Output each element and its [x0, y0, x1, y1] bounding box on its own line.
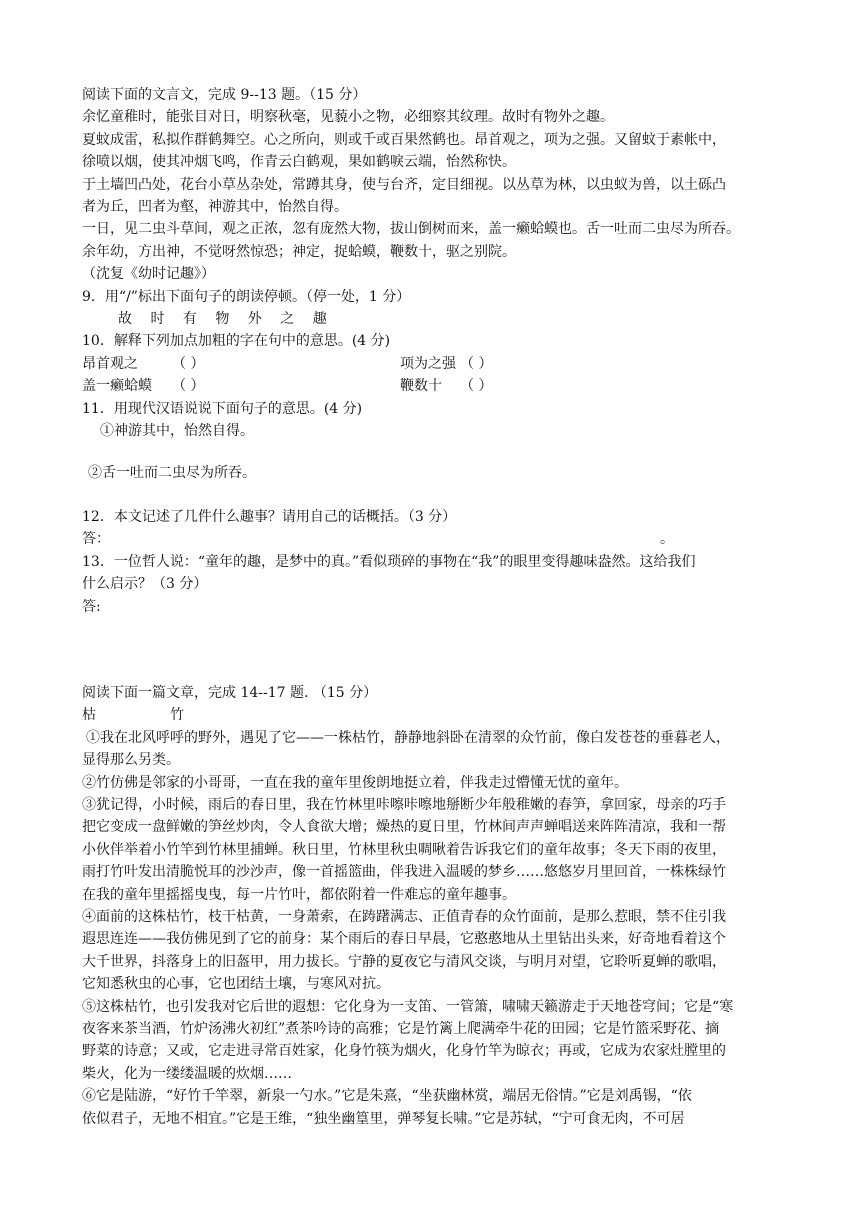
article-paragraph	[82, 794, 782, 906]
section1-passage	[82, 106, 782, 263]
paragraph-line: 夜客来茶当酒，竹炉汤沸火初红”煮茶吟诗的高雅；它是竹篱上爬满牵牛花的田园；它是竹篮采野花、摘	[82, 1021, 720, 1038]
paragraph-line: 依似君子，无地不相宜。”它是王维，“独坐幽篁里，弹琴复长啸。”它是苏轼，“宁可食无肉，不可居	[82, 1110, 685, 1127]
passage-line: 夏蚊成雷，私拟作群鹤舞空。心之所向，则或千或百果然鹤也。昂首观之，项为之强。又留蚊于素帐中，	[82, 131, 726, 148]
passage-line: 一日，见二虫斗草间，观之正浓，忽有庞然大物，拔山倒树而来，盖一癞蛤蟆也。舌一吐而二虫尽为所吞。	[82, 221, 740, 238]
q12-prompt: 12．本文记述了几件什么趣事？请用自己的话概括。（3 分）	[82, 508, 457, 525]
q11-item1: ①神游其中，怡然自得。	[100, 423, 254, 440]
paragraph-line: ①我在北风呼呼的野外，遇见了它——一株枯竹，静静地斜卧在清翠的众竹前，像白发苍苍的垂暮老人，	[86, 729, 730, 746]
q10-term: 昂首观之	[82, 355, 138, 372]
q10-blank[interactable]: （ ）	[172, 378, 205, 395]
q9-prompt: 9．用“/”标出下面句子的朗读停顿。（停一处，1 分）	[82, 288, 411, 305]
q12-answer-line[interactable]	[82, 528, 782, 550]
passage-source: （沈复《幼时记趣》）	[82, 266, 215, 283]
paragraph-line: ②竹仿佛是邻家的小哥哥，一直在我的童年里俊朗地挺立着，伴我走过懵懂无忧的童年。	[82, 774, 628, 791]
q10-blank[interactable]: （ ）	[172, 355, 205, 372]
paragraph-line: 大千世界，抖落身上的旧盔甲，用力拔长。宁静的夏夜它与清风交谈，与明月对望，它聆听夏蝉的歌唱，	[82, 953, 726, 970]
article-paragraph	[82, 772, 782, 794]
paragraph-line: ⑥它是陆游，“好竹千竿翠，新泉一勺水。”它是朱熹，“坐获幽林赏，端居无俗情。”它是刘禹锡，“依	[82, 1088, 692, 1105]
q13-answer-label[interactable]: 答:	[82, 598, 101, 615]
paragraph-line: ③犹记得，小时候，雨后的春日里，我在竹林里咔嚓咔嚓地掰断少年般稚嫩的春笋，拿回家，母亲的巧手	[82, 796, 726, 813]
article-paragraph	[82, 727, 782, 772]
paragraph-line: 野菜的诗意；又或，它走进寻常百姓家，化身竹筷为烟火，化身竹竿为晾衣；再或，它成为农家灶膛里的	[82, 1043, 726, 1060]
paragraph-line: 雨打竹叶发出清脆悦耳的沙沙声，像一首摇篮曲，伴我进入温暖的梦乡……悠悠岁月里回首，一株株绿竹	[82, 864, 726, 881]
paragraph-line: 小伙伴举着小竹竿到竹林里捕蝉。秋日里，竹林里秋虫啁啾着告诉我它们的童年故事；冬天下雨的夜里，	[82, 841, 726, 858]
q10-row	[82, 353, 782, 375]
paragraph-line: ⑤这株枯竹，也引发我对它后世的遐想：它化身为一支笛、一管箫，啸啸天籁游走于天地苍穹间；它是“寒	[82, 998, 734, 1015]
passage-line: 余年幼，方出神，不觉呀然惊恐；神定，捉蛤蟆，鞭数十，驱之别院。	[82, 243, 516, 260]
q13-prompt-line2: 什么启示？（3 分）	[82, 576, 208, 593]
title-char: 枯	[82, 707, 96, 724]
q10-prompt: 10．解释下列加点加粗的字在句中的意思。(4 分)	[82, 333, 391, 350]
paragraph-line: 显得那么另类。	[82, 752, 180, 769]
article-paragraph	[82, 1085, 782, 1130]
paragraph-line: ④面前的这株枯竹，枝干枯黄，一身萧索，在踌躇满志、正值青春的众竹面前，是那么惹眼，禁不住引我	[82, 909, 726, 925]
q11-item2: ②舌一吐而二虫尽为所吞。	[88, 464, 256, 481]
q10-term: 鞭数十	[400, 378, 442, 395]
passage-line: 余忆童稚时，能张目对日，明察秋毫，见藐小之物，必细察其纹理。故时有物外之趣。	[82, 109, 614, 126]
q10-row	[82, 375, 782, 397]
q10-blank[interactable]: （ ）	[460, 355, 493, 372]
q9-sentence: 故 时 有 物 外 之 趣	[118, 311, 334, 328]
q10-term: 盖一癞蛤蟆	[82, 378, 152, 395]
section1-intro: 阅读下面的文言文，完成 9--13 题。（15 分）	[82, 87, 367, 103]
paragraph-line: 它知悉秋虫的心事，它也团结土壤，与寒风对抗。	[82, 976, 390, 993]
title-char: 竹	[170, 707, 184, 724]
paragraph-line: 遐思连连——我仿佛见到了它的前身：某个雨后的春日早晨，它憨憨地从土里钻出头来，好奇地看着这个	[82, 931, 726, 948]
article-title	[82, 704, 782, 726]
paragraph-line: 柴火，化为一缕缕温暖的炊烟……	[82, 1065, 292, 1082]
section2-intro: 阅读下面一篇文章，完成 14--17 题. （15 分）	[82, 684, 378, 701]
q12-answer-end: 。	[660, 531, 674, 548]
paragraph-line: 把它变成一盘鲜嫩的笋丝炒肉，令人食欲大增；燥热的夏日里，竹林间声声蝉唱送来阵阵清凉，我和一帮	[82, 819, 726, 836]
q13-prompt-line1: 13．一位哲人说：“童年的趣，是梦中的真。”看似琐碎的事物在“我”的眼里变得趣味盎然。这给我们	[82, 553, 696, 570]
q11-prompt: 11．用现代汉语说说下面句子的意思。(4 分)	[82, 400, 363, 417]
article-paragraph	[82, 906, 782, 996]
passage-line: 徐喷以烟，使其冲烟飞鸣，作青云白鹤观，果如鹤唳云端，怡然称快。	[82, 154, 516, 171]
q10-blank[interactable]: （ ）	[460, 378, 493, 395]
article-paragraph	[82, 996, 782, 1086]
q12-answer-label: 答：	[82, 531, 110, 548]
q10-term: 项为之强	[400, 355, 456, 372]
paragraph-line: 在我的童年里摇摇曳曳，每一片竹叶，都依附着一件难忘的童年趣事。	[82, 886, 516, 903]
passage-line: 于土墙凹凸处，花台小草丛杂处，常蹲其身，使与台齐，定目细视。以丛草为林，以虫蚁为兽，以土砾凸	[82, 176, 726, 193]
passage-line: 者为丘，凹者为壑，神游其中，怡然自得。	[82, 199, 348, 216]
exam-page	[82, 84, 782, 1130]
